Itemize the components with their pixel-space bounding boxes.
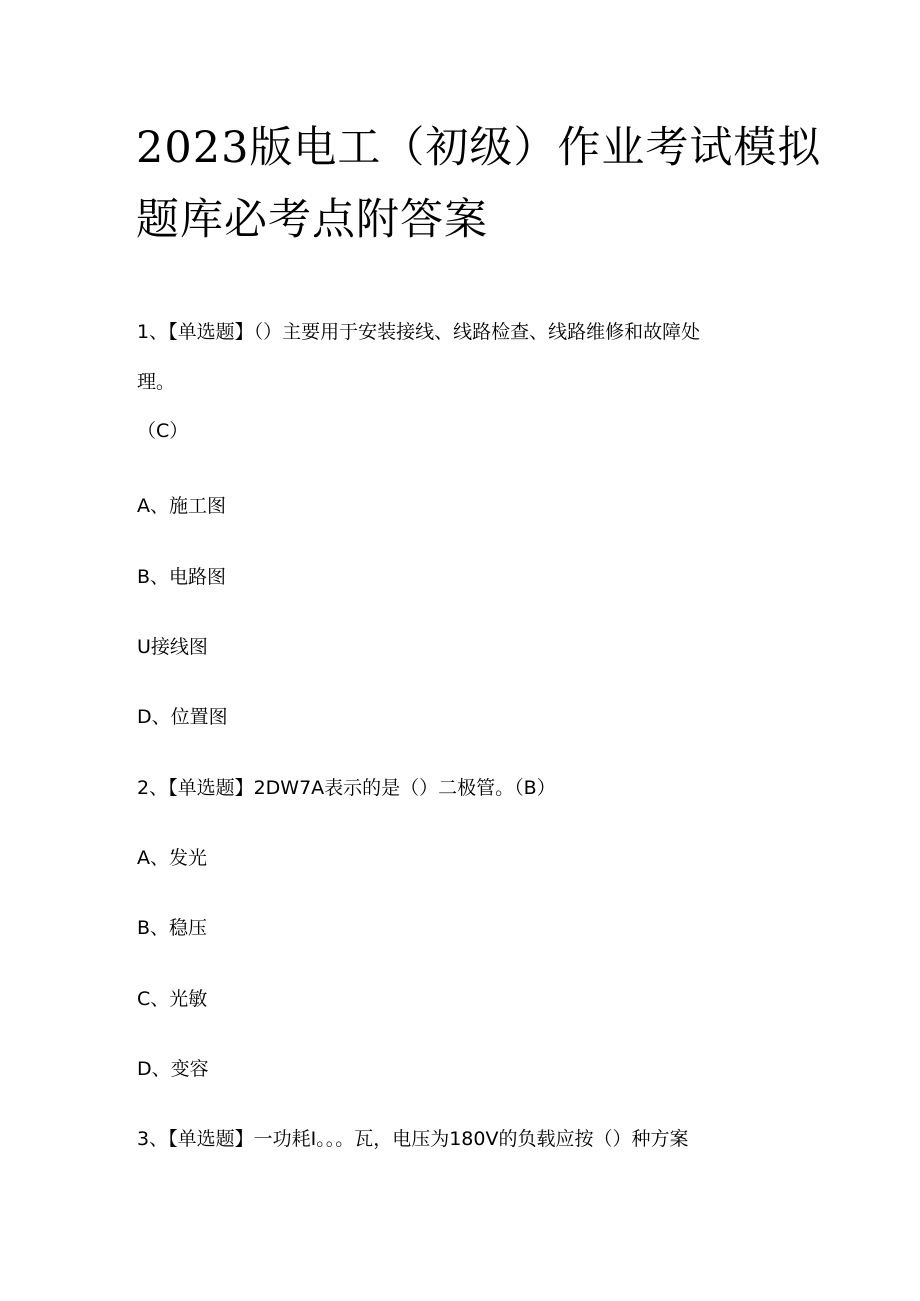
question-2-option-b: B、稳压 — [137, 917, 208, 939]
title-line-2: 题库必考点附答案 — [136, 195, 488, 245]
question-3-stem: 3、【单选题】一功耗I。。。瓦，电压为180V的负载应按（）种方案 — [137, 1128, 689, 1150]
question-2-stem: 2、【单选题】2DW7A表示的是（）二极管。（B） — [137, 777, 556, 799]
question-1-stem-continued: 理。 — [137, 371, 176, 393]
document-title — [136, 112, 822, 256]
question-2-option-c: C、光敏 — [137, 988, 208, 1010]
question-1-option-b: B、电路图 — [137, 566, 227, 588]
question-1-answer: （C） — [137, 420, 189, 442]
question-1-option-c: U接线图 — [137, 636, 208, 658]
title-line-1: 2023版电工（初级）作业考试模拟 — [136, 123, 822, 173]
question-1-stem: 1、【单选题】（）主要用于安装接线、线路检查、线路维修和故障处 — [137, 321, 701, 343]
question-1-option-d: D、位置图 — [137, 706, 228, 728]
question-2-option-a: A、发光 — [137, 847, 207, 869]
question-1-option-a: A、施工图 — [137, 495, 226, 517]
question-2-option-d: D、变容 — [137, 1058, 209, 1080]
